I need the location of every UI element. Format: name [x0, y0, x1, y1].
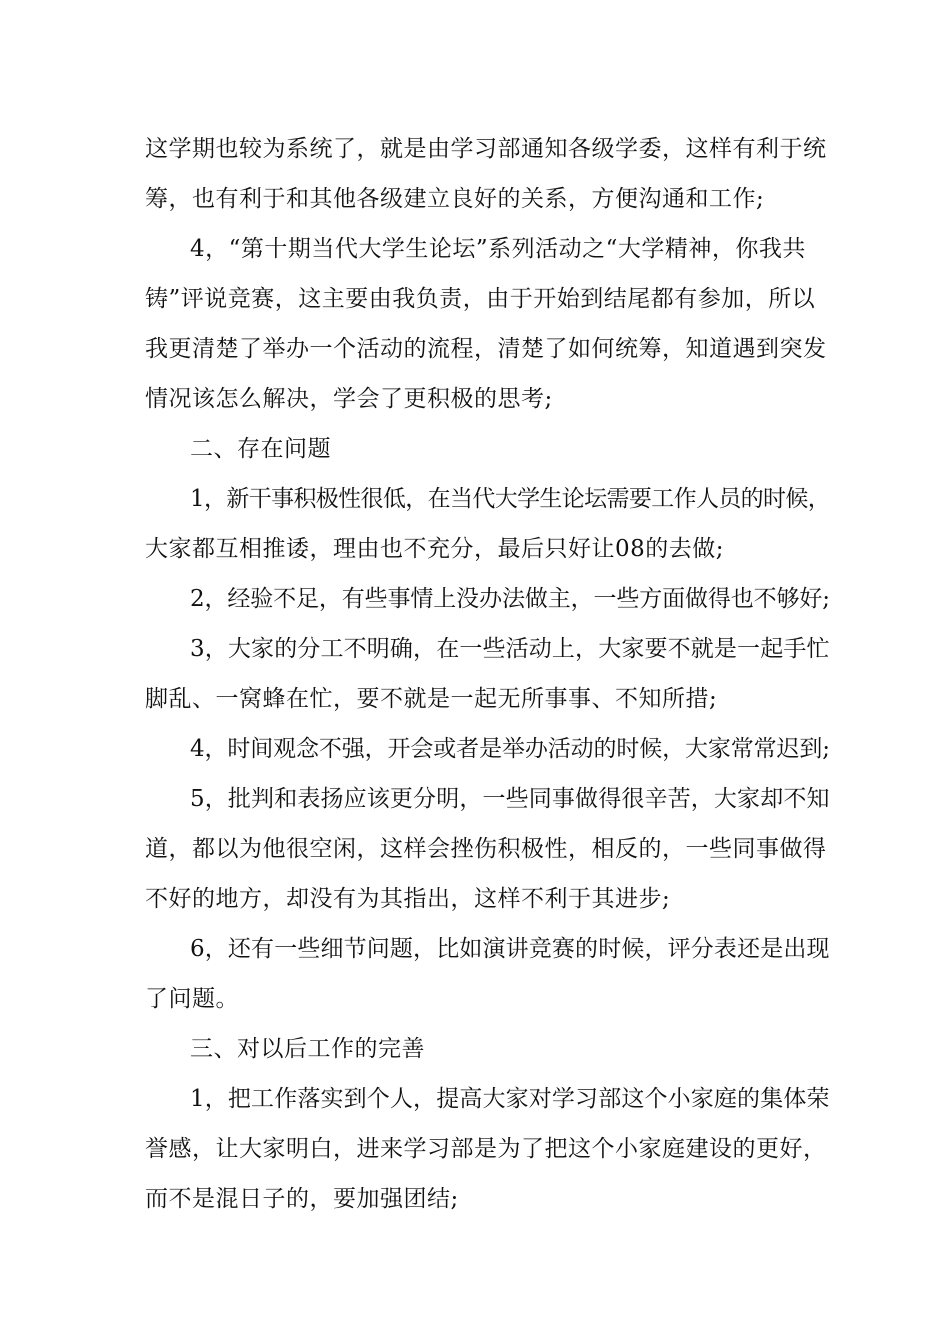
- text-line: 2，经验不足，有些事情上没办法做主，一些方面做得也不够好;: [190, 586, 830, 612]
- text-line: 1，把工作落实到个人，提高大家对学习部这个小家庭的集体荣: [190, 1086, 830, 1112]
- text-line: 4，时间观念不强，开会或者是举办活动的时候，大家常常迟到;: [190, 736, 830, 762]
- text-line: 了问题。: [145, 986, 239, 1012]
- text-line: 铸”评说竞赛，这主要由我负责，由于开始到结尾都有参加，所以: [145, 286, 816, 312]
- text-line: 而不是混日子的，要加强团结;: [145, 1186, 459, 1212]
- section-heading: 三、对以后工作的完善: [190, 1036, 425, 1062]
- text-line: 4，“第十期当代大学生论坛”系列活动之“大学精神，你我共: [190, 236, 806, 262]
- text-line: 筹，也有利于和其他各级建立良好的关系，方便沟通和工作;: [145, 186, 765, 212]
- text-line: 不好的地方，却没有为其指出，这样不利于其进步;: [145, 886, 671, 912]
- text-line: 5，批判和表扬应该更分明，一些同事做得很辛苦，大家却不知: [190, 786, 830, 812]
- text-line: 我更清楚了举办一个活动的流程，清楚了如何统筹，知道遇到突发: [145, 336, 827, 362]
- text-line: 3，大家的分工不明确，在一些活动上，大家要不就是一起手忙: [190, 636, 830, 662]
- text-line: 誉感，让大家明白，进来学习部是为了把这个小家庭建设的更好，: [145, 1136, 827, 1162]
- text-line: 这学期也较为系统了，就是由学习部通知各级学委，这样有利于统: [145, 136, 827, 162]
- text-line: 1，新干事积极性很低，在当代大学生论坛需要工作人员的时候，: [190, 486, 831, 512]
- text-line: 情况该怎么解决，学会了更积极的思考;: [145, 386, 553, 412]
- text-line: 道，都以为他很空闲，这样会挫伤积极性，相反的，一些同事做得: [145, 836, 827, 862]
- text-line: 6，还有一些细节问题，比如演讲竞赛的时候，评分表还是出现: [190, 936, 830, 962]
- text-line: 大家都互相推诿，理由也不充分，最后只好让08的去做;: [145, 536, 725, 562]
- text-line: 脚乱、一窝蜂在忙，要不就是一起无所事事、不知所措;: [145, 686, 718, 712]
- section-heading: 二、存在问题: [190, 436, 331, 462]
